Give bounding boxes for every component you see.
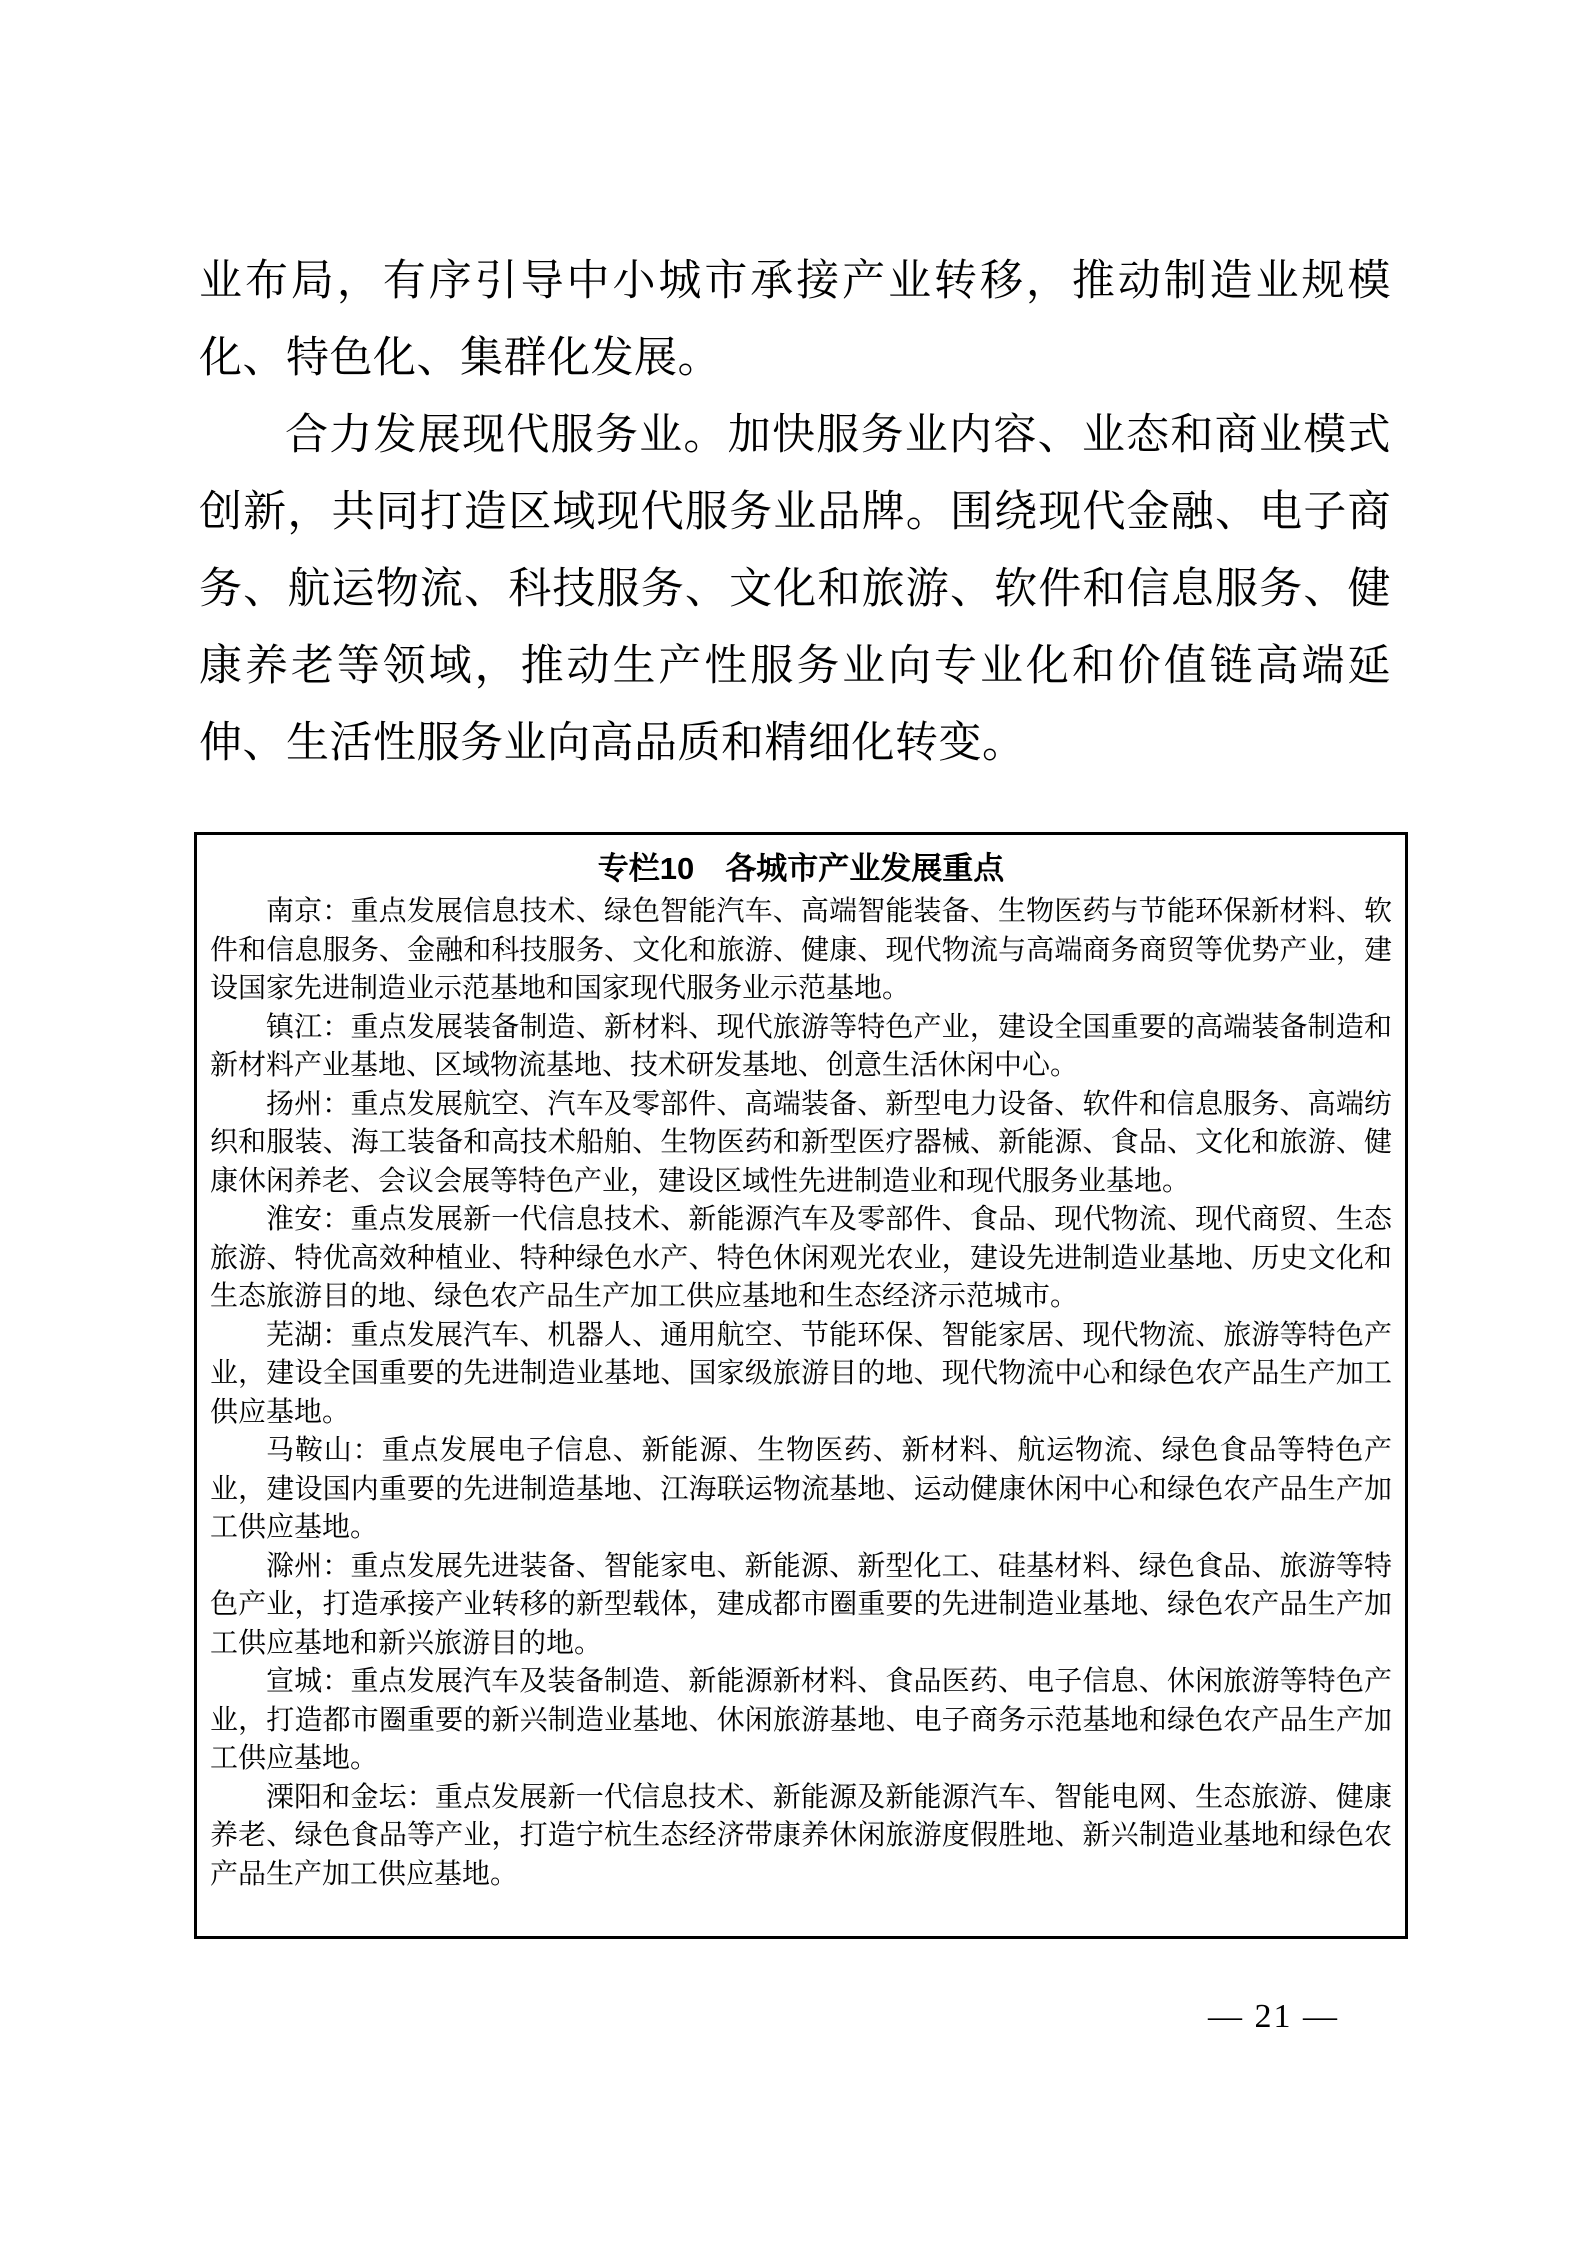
body-text [199, 243, 1391, 782]
box-paragraph-maanshan: 马鞍山：重点发展电子信息、新能源、生物医药、新材料、航运物流、绿色食品等特色产业，建设国内重要的先进制造基地、江海联运物流基地、运动健康休闲中心和绿色农产品生产加工供应基地。 [210, 1435, 1392, 1543]
box-paragraph-liyang-jintan: 溧阳和金坛：重点发展新一代信息技术、新能源及新能源汽车、智能电网、生态旅游、健康养老、绿色食品等产业，打造宁杭生态经济带康养休闲旅游度假胜地、新兴制造业基地和绿色农产品生产加工供应基地。 [210, 1781, 1392, 1890]
body-paragraph: 业布局，有序引导中小城市承接产业转移，推动制造业规模化、特色化、集群化发展。 [199, 258, 1391, 382]
box-title: 专栏10 各城市产业发展重点 [597, 851, 1005, 886]
box-paragraph-wuhu: 芜湖：重点发展汽车、机器人、通用航空、节能环保、智能家居、现代物流、旅游等特色产业，建设全国重要的先进制造业基地、国家级旅游目的地、现代物流中心和绿色农产品生产加工供应基地。 [210, 1319, 1392, 1428]
body-paragraph: 合力发展现代服务业。加快服务业内容、业态和商业模式创新，共同打造区域现代服务业品牌。围绕现代金融、电子商务、航运物流、科技服务、文化和旅游、软件和信息服务、健康养老等领域，推动生产性服务业向专业化和价值链高端延伸、生活性服务业向高品质和精细化转变。 [199, 412, 1391, 767]
box-paragraph-xuancheng: 宣城：重点发展汽车及装备制造、新能源新材料、食品医药、电子信息、休闲旅游等特色产业，打造都市圈重要的新兴制造业基地、休闲旅游基地、电子商务示范基地和绿色农产品生产加工供应基地。 [210, 1666, 1392, 1774]
box-paragraph-chuzhou: 滁州：重点发展先进装备、智能家电、新能源、新型化工、硅基材料、绿色食品、旅游等特色产业，打造承接产业转移的新型载体，建成都市圈重要的先进制造业基地、绿色农产品生产加工供应基地和新兴旅游目的地。 [210, 1550, 1392, 1659]
box-paragraph-huaian: 淮安：重点发展新一代信息技术、新能源汽车及零部件、食品、现代物流、现代商贸、生态旅游、特优高效种植业、特种绿色水产、特色休闲观光农业，建设先进制造业基地、历史文化和生态旅游目的地、绿色农产品生产加工供应基地和生态经济示范城市。 [210, 1204, 1392, 1312]
box-paragraph-nanjing: 南京：重点发展信息技术、绿色智能汽车、高端智能装备、生物医药与节能环保新材料、软件和信息服务、金融和科技服务、文化和旅游、健康、现代物流与高端商务商贸等优势产业，建设国家先进制造业示范基地和国家现代服务业示范基地。 [210, 896, 1392, 1004]
column-box [194, 832, 1408, 1939]
box-paragraph-zhenjiang: 镇江：重点发展装备制造、新材料、现代旅游等特色产业，建设全国重要的高端装备制造和新材料产业基地、区域物流基地、技术研发基地、创意生活休闲中心。 [210, 1011, 1392, 1081]
page-number: — 21 — [1208, 1998, 1339, 2035]
box-paragraph-yangzhou: 扬州：重点发展航空、汽车及零部件、高端装备、新型电力设备、软件和信息服务、高端纺织和服装、海工装备和高技术船舶、生物医药和新型医疗器械、新能源、食品、文化和旅游、健康休闲养老、会议会展等特色产业，建设区域性先进制造业和现代服务业基地。 [210, 1088, 1392, 1197]
